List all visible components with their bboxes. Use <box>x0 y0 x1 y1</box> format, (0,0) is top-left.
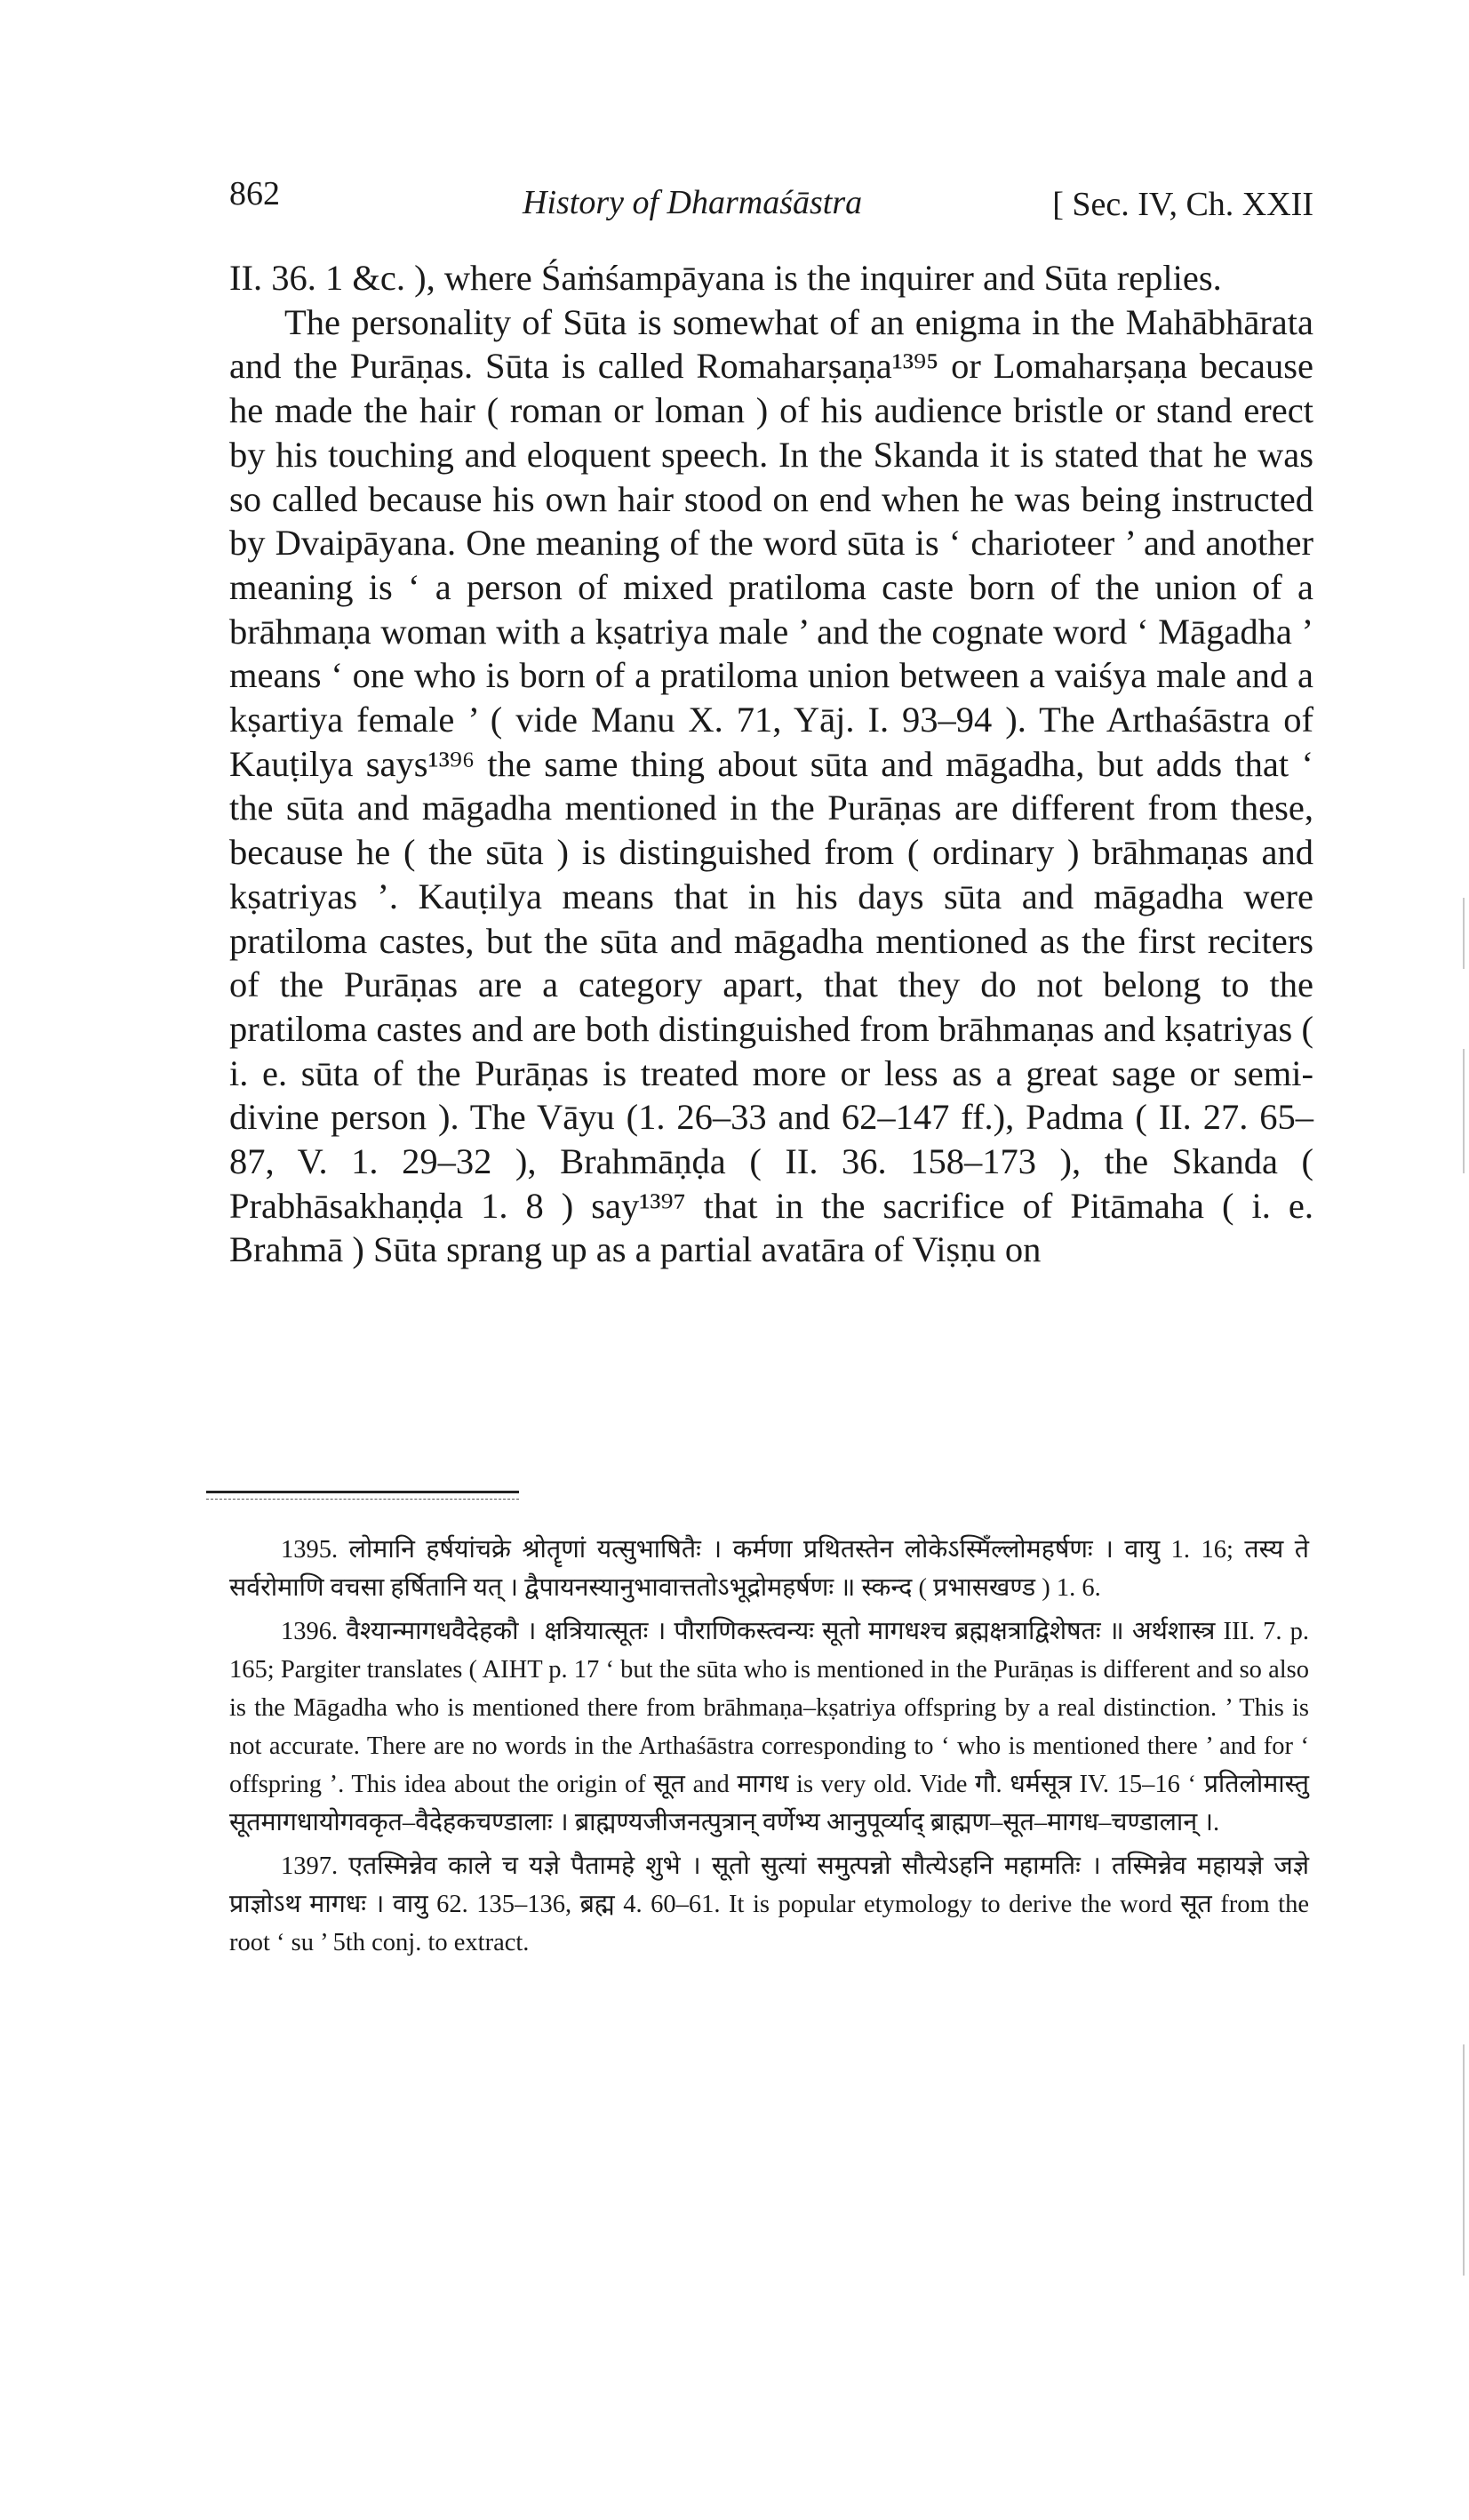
running-header <box>229 174 1313 228</box>
footnote-1395: 1395. लोमानि हर्षयांचक्रे श्रोतॄणां यत्सुभाषितैः । कर्मणा प्रथितस्तेन लोकेऽस्मिँल्लोमहर्षणः । वायु 1. 16; तस्य ते सर्वरोमाणि वचसा हर्षितानि यत् । द्वैपायनस्यानुभावात्ततोऽभूद्रोमहर्षणः ॥ स्कन्द ( प्रभासखण्ड ) 1. 6. <box>229 1536 1309 1602</box>
footnote-rule <box>206 1491 519 1493</box>
page-number: 862 <box>229 175 280 212</box>
scan-edge-mark <box>1463 2044 1465 2276</box>
section-label: [ Sec. IV, Ch. XXII <box>1052 186 1313 223</box>
main-text <box>229 256 1313 1272</box>
paragraph-suta: The personality of Sūta is somewhat of an enigma in the Mahābhārata and the Purāṇas. Sūta is called Romaharṣaṇa¹³⁹⁵ or Lomaharṣaṇa because he made the hair ( roman or loman ) of his audience bristle or stand erect by his touching and eloquent speech. In the Skanda it is stated that he was so called because his own hair stood on end when he was being instructed by Dvaipāyana. One meaning of the word sūta is ‘ charioteer ’ and another meaning is ‘ a person of mixed pratiloma caste born of the union of a brāhmaṇa woman with a kṣatriya male ’ and the cognate word ‘ Māgadha ’ means ‘ one who is born of a pratiloma union between a vaiśya male and a kṣartiya female ’ ( vide Manu X. 71, Yāj. I. 93–94 ). The Arthaśāstra of Kauṭilya says¹³⁹⁶ the same thing about sūta and māgadha, but adds that ‘ the sūta and māgadha mentioned in the Purāṇas are different from these, because he ( the sūta ) is distinguished from ( ordinary ) brāhmaṇas and kṣatriyas ’. Kauṭilya means that in his days sūta and māgadha were pratiloma castes, but the sūta and māgadha mentioned as the first reciters of the Purāṇas are a category apart, that they do not belong to the pratiloma castes and are both distinguished from brāhmaṇas and kṣatriyas ( i. e. sūta of the Purāṇas is treated more or less as a great sage or semi-divine person ). The Vāyu (1. 26–33 and 62–147 ff.), Padma ( II. 27. 65–87, V. 1. 29–32 ), Brahmāṇḍa ( II. 36. 158–173 ), the Skanda ( Prabhāsakhaṇḍa 1. 8 ) say¹³⁹⁷ that in the sacrifice of Pitāmaha ( i. e. Brahmā ) Sūta sprang up as a partial avatāra of Viṣṇu on <box>229 301 1313 1270</box>
footnote-1397: 1397. एतस्मिन्नेव काले च यज्ञे पैतामहे शुभे । सूतो सुत्यां समुत्पन्नो सौत्येऽहनि महामतिः । तस्मिन्नेव महायज्ञे जज्ञे प्राज्ञोऽथ मागधः । वायु 62. 135–136, ब्रह्म 4. 60–61. It is popular etymology to derive the word सूत from the root ‘ su ’ 5th conj. to extract. <box>229 1852 1309 1956</box>
footnote-1396: 1396. वैश्यान्मागधवैदेहकौ । क्षत्रियात्सूतः । पौराणिकस्त्वन्यः सूतो मागधश्च ब्रह्मक्षत्राद्विशेषतः ॥ अर्थशास्त्र III. 7. p. 165; Pargiter translates ( AIHT p. 17 ‘ but the sūta who is mentioned in the Purāṇas is different and so also is the Māgadha who is mentioned there from brāhmaṇa–kṣatriya offspring by a real distinction. ’ This is not accurate. There are no words in the Arthaśāstra corresponding to ‘ who is mentioned there ’ and for ‘ offspring ’. This idea about the origin of सूत and मागध is very old. Vide गौ. धर्मसूत्र IV. 15–16 ‘ प्रतिलोमास्तु सूतमागधायोगवकृत–वैदेहकचण्डालाः । ब्राह्मण्यजीजनत्पुत्रान् वर्णेभ्य आनुपूर्व्याद् ब्राह्मण–सूत–मागध–चण्डालान् ।. <box>229 1618 1309 1836</box>
paragraph-continued: II. 36. 1 &c. ), where Śaṁśampāyana is the inquirer and Sūta replies. <box>229 258 1222 298</box>
footnotes <box>229 1531 1309 1967</box>
book-title: History of Dharmaśāstra <box>523 184 863 221</box>
footnote-rule-dashed <box>206 1499 519 1500</box>
scan-edge-mark <box>1463 1049 1465 1173</box>
scan-edge-mark <box>1463 898 1465 969</box>
